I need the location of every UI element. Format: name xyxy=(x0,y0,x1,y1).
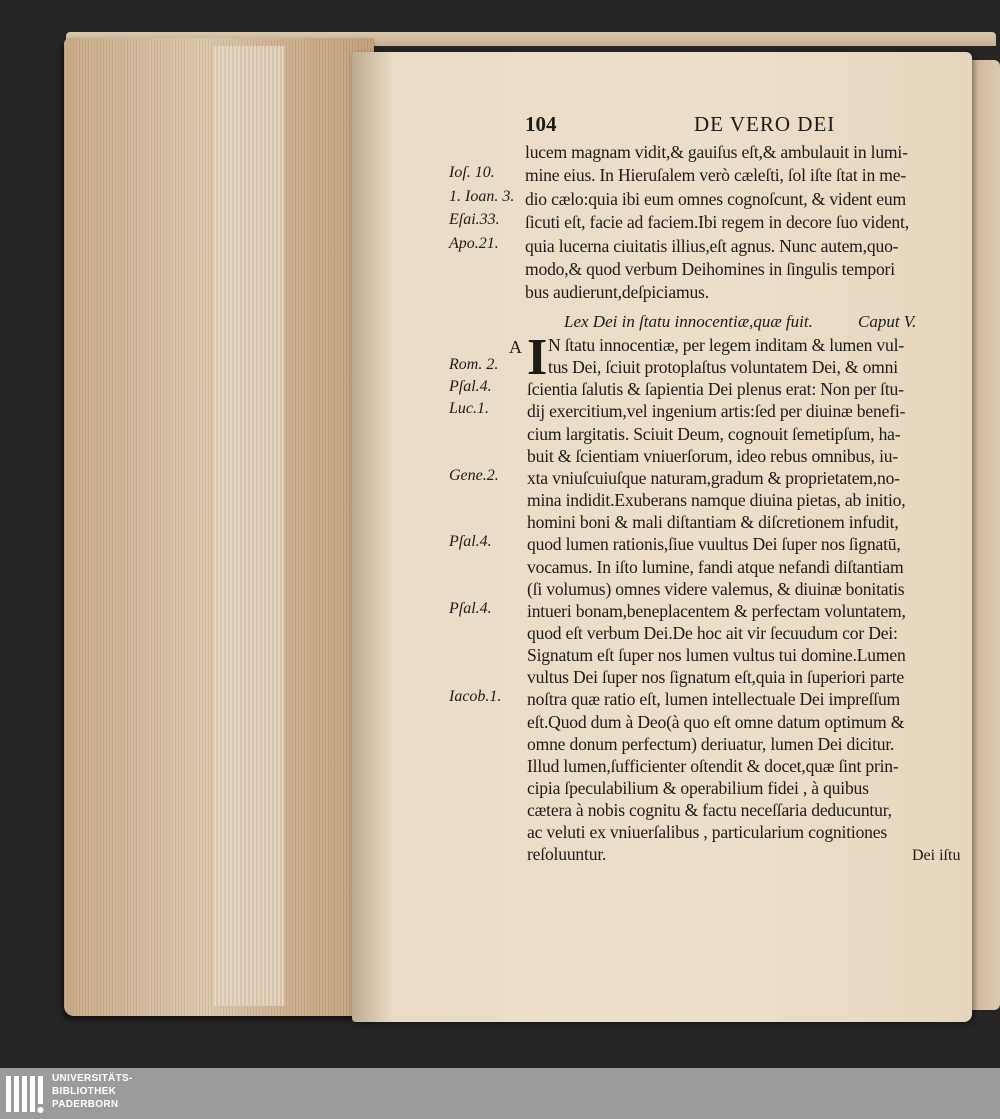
text-line: reſoluuntur. xyxy=(527,844,607,865)
text-line: cipia ſpeculabilium & operabilium fidei , à quibus xyxy=(527,778,869,798)
text-line: dij exercitium,vel ingenium artis:ſed per diuinæ benefi- xyxy=(527,401,906,422)
text-line: noſtra quæ ratio eſt, lumen intellectuale Dei impreſſum xyxy=(527,689,901,710)
text-line: quod lumen rationis,ſiue vuultus Dei ſuper nos ſignatū, xyxy=(527,534,901,555)
text-line: tus Dei, ſciuit protoplaſtus voluntatem Dei, & omni xyxy=(548,357,898,378)
section-heading: Lex Dei in ſtatu innocentiæ,quæ fuit. xyxy=(564,312,813,331)
page-number: 104 xyxy=(525,112,557,136)
drop-cap: I xyxy=(527,329,548,386)
book-fore-edge xyxy=(64,38,374,1016)
gutter-shadow xyxy=(352,52,392,1022)
margin-note: 1. Ioan. 3. xyxy=(449,187,515,205)
text-line: cium largitatis. Sciuit Deum, cognouit ſemetipſum, ha- xyxy=(527,423,901,444)
text-line: N ſtatu innocentiæ, per legem inditam & lumen vul- xyxy=(548,335,904,355)
text-line: dio cælo:quia ibi eum omnes cognoſcunt, & vident eum xyxy=(525,188,907,209)
margin-note: Gene.2. xyxy=(449,466,499,484)
margin-note: Apo.21. xyxy=(449,234,499,252)
text-line: xta vniuſcuiuſque naturam,gradum & proprietatem,no- xyxy=(527,467,900,488)
margin-note: Pſal.4. xyxy=(449,533,492,551)
text-line: eſt.Quod dum à Deo(à quo eſt omne datum optimum & xyxy=(527,711,905,732)
text-line: cætera à nobis cognitu & factu neceſſaria deducuntur, xyxy=(527,800,892,821)
catchword: Dei iſtu xyxy=(912,847,961,864)
text-line: vocamus. In iſto lumine, fandi atque nefandi diſtantiam xyxy=(527,556,904,577)
text-line: homini boni & mali diſtantiam & diſcretionem infudit, xyxy=(527,512,899,533)
text-line: mina indidit.Exuberans namque diuina pietas, ab initio, xyxy=(527,490,906,511)
text-line: ſcientia ſalutis & ſapientia Dei plenus erat: Non per ſtu- xyxy=(527,379,904,400)
text-line: vultus Dei ſuper nos ſignatum eſt,quia in ſuperiori parte xyxy=(527,667,905,688)
margin-note: Eſai.33. xyxy=(449,211,500,229)
margin-note: Ioſ. 10. xyxy=(449,164,495,182)
margin-note: Rom. 2. xyxy=(449,356,499,374)
fore-edge-highlight xyxy=(214,46,284,1006)
text-line: buit & ſcientiam vniuerſorum, ideo rebus omnibus, iu- xyxy=(527,445,899,466)
text-line: Illud lumen,ſufficienter oſtendit & docet,quæ ſint prin- xyxy=(527,755,899,776)
section-marker: A xyxy=(509,337,522,357)
library-name-line1: UNIVERSITÄTS- xyxy=(52,1073,133,1084)
text-line: (ſi volumus) omnes videre valemus, & diuinæ bonitatis xyxy=(527,578,905,599)
library-name-line2: BIBLIOTHEK xyxy=(52,1086,117,1097)
text-line: lucem magnam vidit,& gauiſus eſt,& ambulauit in lumi- xyxy=(525,142,908,162)
text-line: ſicuti eſt, facie ad faciem.Ibi regem in decore ſuo vident, xyxy=(525,212,909,233)
library-logo-icon xyxy=(4,1072,46,1116)
margin-note: Pſal.4. xyxy=(449,599,492,617)
margin-note: Luc.1. xyxy=(449,400,489,418)
library-name-line3: PADERBORN xyxy=(52,1099,119,1110)
text-line: intueri bonam,beneplacentem & perfectam voluntatem, xyxy=(527,600,906,621)
text-line: Signatum eſt ſuper nos lumen vultus tui domine.Lumen xyxy=(527,645,906,666)
text-line: bus audierunt,deſpiciamus. xyxy=(525,282,709,303)
text-line: quod eſt verbum Dei.De hoc ait vir ſecuudum cor Dei: xyxy=(527,622,898,643)
section-caput: Caput V. xyxy=(858,312,917,331)
text-line: omne donum perfectum) deriuatur, lumen Dei dicitur. xyxy=(527,733,895,754)
footer-bar xyxy=(0,1068,1000,1119)
margin-note: Iacob.1. xyxy=(449,688,502,706)
margin-note: Pſal.4. xyxy=(449,378,492,396)
text-line: ac veluti ex vniuerſalibus , particularium cognitiones xyxy=(527,822,888,843)
library-name xyxy=(52,1072,133,1111)
text-line: quia lucerna ciuitatis illius,eſt agnus. Nunc autem,quo- xyxy=(525,235,899,256)
text-line: modo,& quod verbum Deihomines in ſingulis tempori xyxy=(525,259,895,279)
text-line: mine eius. In Hieruſalem verò cæleſti, ſol iſte ſtat in me- xyxy=(525,165,907,186)
running-title: DE VERO DEI xyxy=(694,112,836,136)
